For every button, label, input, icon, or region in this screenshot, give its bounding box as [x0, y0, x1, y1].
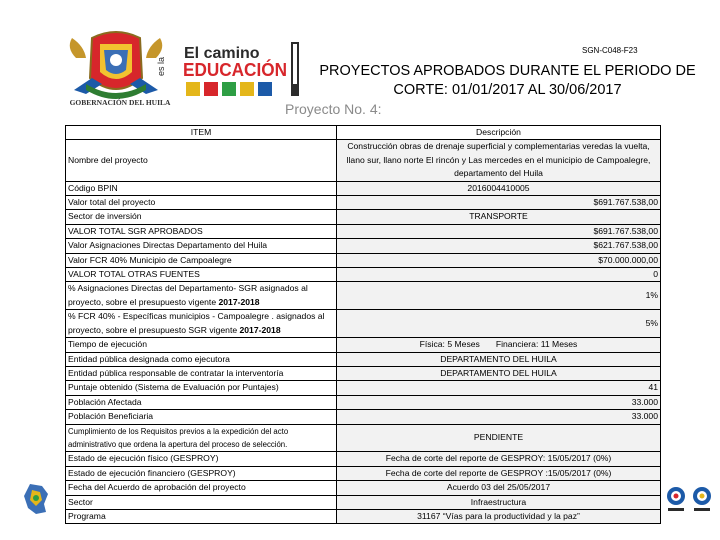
row-value: DEPARTAMENTO DEL HUILA	[337, 366, 661, 380]
table-row	[66, 452, 661, 466]
row-label: Sector de inversión	[66, 210, 337, 224]
row-label-period: 2017-2018	[239, 324, 281, 335]
row-label: Programa	[66, 509, 337, 523]
row-value: 5%	[337, 310, 661, 338]
row-value: 33.000	[337, 395, 661, 409]
partner-logo-icon	[664, 484, 716, 519]
row-value: Construcción obras de drenaje superficial y complementarias veredas la vuelta, llano sur, llano norte El rincón y Las mercedes en el municipio de Campoalegre, departamento del Huila	[337, 140, 661, 181]
table-row	[66, 352, 661, 366]
education-logo-icon	[156, 40, 304, 100]
row-label-text: % Asignaciones Directas del Departamento- SGR asignados al proyecto, sobre el presupuesto vigente	[68, 283, 308, 307]
page-title: PROYECTOS APROBADOS DURANTE EL PERIODO DE CORTE: 01/01/2017 AL 30/06/2017	[319, 63, 696, 98]
row-label: Tiempo de ejecución	[66, 338, 337, 352]
table-row	[66, 196, 661, 210]
row-value: Infraestructura	[337, 495, 661, 509]
table-row	[66, 338, 661, 352]
table-row	[66, 268, 661, 282]
row-value: 41	[337, 381, 661, 395]
table-row	[66, 366, 661, 380]
row-label: VALOR TOTAL SGR APROBADOS	[66, 224, 337, 238]
huila-map-icon	[22, 482, 52, 521]
project-number: Proyecto No. 4:	[285, 101, 382, 117]
table-row	[66, 239, 661, 253]
row-label: Cumplimiento de los Requisitos previos a la expedición del acto administrativo que ordena la apertura del proceso de selección.	[66, 424, 337, 452]
row-value: DEPARTAMENTO DEL HUILA	[337, 352, 661, 366]
table-header-row	[66, 126, 661, 140]
row-label: Estado de ejecución físico (GESPROY)	[66, 452, 337, 466]
row-value: $70.000.000,00	[337, 253, 661, 267]
table-row	[66, 495, 661, 509]
table-row	[66, 253, 661, 267]
row-label: Código BPIN	[66, 181, 337, 195]
row-value: Acuerdo 03 del 25/05/2017	[337, 481, 661, 495]
row-value: Fecha de corte del reporte de GESPROY: 15/05/2017 (0%)	[337, 452, 661, 466]
table-row	[66, 310, 661, 338]
row-label: Valor Asignaciones Directas Departamento del Huila	[66, 239, 337, 253]
table-row	[66, 481, 661, 495]
row-label: VALOR TOTAL OTRAS FUENTES	[66, 268, 337, 282]
header-item: ITEM	[66, 126, 337, 140]
table-row	[66, 140, 661, 181]
row-label: Entidad pública responsable de contratar la interventoría	[66, 366, 337, 380]
edu-line1: El camino	[184, 45, 260, 62]
row-label: Puntaje obtenido (Sistema de Evaluación por Puntajes)	[66, 381, 337, 395]
row-label: Entidad pública designada como ejecutora	[66, 352, 337, 366]
row-label	[66, 310, 337, 338]
row-label: Sector	[66, 495, 337, 509]
row-label-period: 2017-2018	[218, 296, 260, 307]
row-value: $621.767.538,00	[337, 239, 661, 253]
edu-side-text: es la	[156, 56, 166, 76]
table-row	[66, 424, 661, 452]
table-row	[66, 282, 661, 310]
table-row	[66, 410, 661, 424]
row-value	[337, 338, 661, 352]
table-row	[66, 466, 661, 480]
row-label: Población Beneficiaria	[66, 410, 337, 424]
row-label: Nombre del proyecto	[66, 140, 337, 181]
edu-line2: EDUCACIÓN	[183, 60, 293, 80]
gobernacion-label: GOBERNACIÓN DEL HUILA	[69, 98, 171, 107]
row-value: Fecha de corte del reporte de GESPROY :15/05/2017 (0%)	[337, 466, 661, 480]
row-label: Valor total del proyecto	[66, 196, 337, 210]
table-row	[66, 395, 661, 409]
row-value: 33.000	[337, 410, 661, 424]
table-row	[66, 181, 661, 195]
projects-table	[65, 125, 661, 524]
row-value: 1%	[337, 282, 661, 310]
row-value: $691.767.538,00	[337, 224, 661, 238]
row-label: Valor FCR 40% Municipio de Campoalegre	[66, 253, 337, 267]
financial-time: Financiera: 11 Meses	[495, 339, 578, 350]
header-description: Descripción	[337, 126, 661, 140]
row-label: Fecha del Acuerdo de aprobación del proyecto	[66, 481, 337, 495]
row-value: 2016004410005	[337, 181, 661, 195]
row-label-text: % FCR 40% - Específicas municipios - Campoalegre . asignados al proyecto, sobre el presupuesto SGR vigente	[68, 311, 325, 335]
table-row	[66, 381, 661, 395]
row-value: TRANSPORTE	[337, 210, 661, 224]
row-value: 31167 “Vías para la productividad y la paz”	[337, 509, 661, 523]
row-label	[66, 282, 337, 310]
table-row	[66, 210, 661, 224]
table-row	[66, 509, 661, 523]
physical-time: Física: 5 Meses	[419, 339, 480, 350]
table-row	[66, 224, 661, 238]
document-code: SGN-C048-F23	[582, 46, 638, 55]
row-label: Estado de ejecución financiero (GESPROY)	[66, 466, 337, 480]
row-label: Población Afectada	[66, 395, 337, 409]
row-value: $691.767.538,00	[337, 196, 661, 210]
row-value: 0	[337, 268, 661, 282]
row-value: PENDIENTE	[337, 424, 661, 452]
